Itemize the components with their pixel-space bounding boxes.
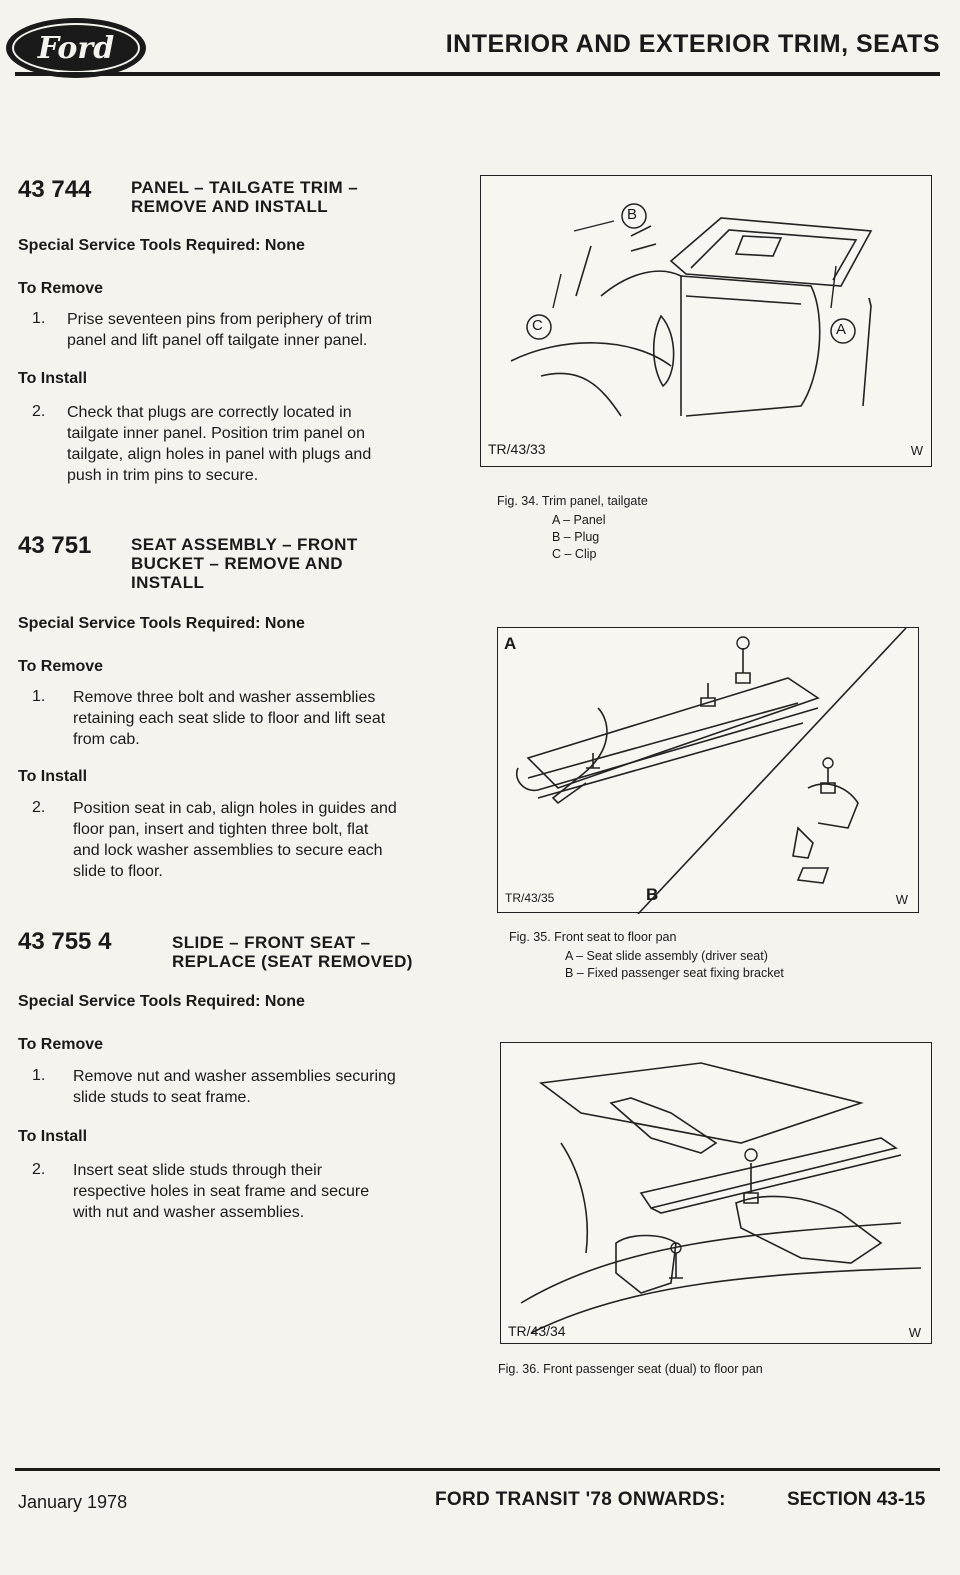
- step-number: 1.: [32, 688, 46, 705]
- callout-b: B: [646, 885, 659, 904]
- tools-required: Special Service Tools Required: None: [18, 615, 305, 632]
- figure-caption: Fig. 35. Front seat to floor pan: [509, 930, 677, 944]
- tools-required: Special Service Tools Required: None: [18, 993, 305, 1010]
- passenger-seat-drawing: [501, 1043, 933, 1345]
- footer-date: January 1978: [18, 1492, 128, 1512]
- step-text-line: tailgate, align holes in panel with plugs and: [67, 446, 372, 463]
- section-title-line: REMOVE AND INSTALL: [131, 197, 329, 216]
- figure-corner-mark: W: [895, 892, 908, 907]
- step-text-line: Remove three bolt and washer assemblies: [73, 689, 376, 706]
- figure-36: [500, 1042, 932, 1344]
- step-text-line: floor pan, insert and tighten three bolt, flat: [73, 821, 369, 838]
- step-text-line: slide studs to seat frame.: [73, 1089, 251, 1106]
- step-text-line: slide to floor.: [73, 863, 163, 880]
- callout-c: C: [532, 317, 543, 334]
- figure-legend-item: A – Panel: [552, 513, 606, 527]
- step-number: 1.: [32, 1067, 46, 1084]
- step-text-line: from cab.: [73, 731, 140, 748]
- figure-caption: Fig. 34. Trim panel, tailgate: [497, 494, 648, 508]
- figure-corner-mark: W: [910, 443, 923, 458]
- tailgate-trim-drawing: [481, 176, 933, 468]
- figure-corner-mark: W: [908, 1325, 921, 1340]
- section-number: 43 744: [18, 176, 92, 203]
- step-number: 1.: [32, 310, 46, 327]
- section-title-line: BUCKET – REMOVE AND: [131, 554, 343, 573]
- subheading-remove: To Remove: [18, 658, 104, 675]
- step-number: 2.: [32, 799, 46, 816]
- seat-slide-drawing: [498, 628, 920, 914]
- logo-text: Ford: [37, 30, 115, 66]
- section-title-line: SLIDE – FRONT SEAT –: [172, 933, 371, 952]
- figure-legend-item: B – Fixed passenger seat fixing bracket: [565, 966, 784, 980]
- callout-a: A: [504, 634, 517, 653]
- footer-title: FORD TRANSIT '78 ONWARDS:: [435, 1489, 726, 1510]
- figure-legend-item: C – Clip: [552, 547, 597, 561]
- step-text-line: tailgate inner panel. Position trim panel on: [67, 425, 365, 442]
- figure-caption: Fig. 36. Front passenger seat (dual) to floor pan: [498, 1362, 763, 1376]
- section-title-line: PANEL – TAILGATE TRIM –: [131, 178, 359, 197]
- step-text-line: and lock washer assemblies to secure each: [73, 842, 383, 859]
- ford-logo: [6, 18, 146, 78]
- page-title: INTERIOR AND EXTERIOR TRIM, SEATS: [445, 30, 940, 58]
- footer-section: SECTION 43-15: [787, 1489, 926, 1510]
- figure-legend-item: A – Seat slide assembly (driver seat): [565, 949, 768, 963]
- section-title-line: INSTALL: [131, 573, 205, 592]
- step-text-line: retaining each seat slide to floor and lift seat: [73, 710, 386, 727]
- step-text-line: panel and lift panel off tailgate inner panel.: [67, 332, 368, 349]
- figure-ref: TR/43/35: [505, 891, 555, 905]
- subheading-install: To Install: [18, 768, 88, 785]
- subheading-remove: To Remove: [18, 1036, 104, 1053]
- step-text-line: Remove nut and washer assemblies securing: [73, 1068, 396, 1085]
- figure-34: [480, 175, 932, 467]
- subheading-remove: To Remove: [18, 280, 104, 297]
- step-text-line: push in trim pins to secure.: [67, 467, 259, 484]
- step-text-line: with nut and washer assemblies.: [73, 1204, 305, 1221]
- figure-ref: TR/43/34: [508, 1323, 566, 1339]
- step-text-line: Insert seat slide studs through their: [73, 1162, 323, 1179]
- subheading-install: To Install: [18, 370, 88, 387]
- figure-legend-item: B – Plug: [552, 530, 600, 544]
- step-text-line: respective holes in seat frame and secure: [73, 1183, 370, 1200]
- section-number: 43 755 4: [18, 928, 112, 955]
- callout-a: A: [836, 321, 847, 338]
- step-text-line: Prise seventeen pins from periphery of trim: [67, 311, 373, 328]
- subheading-install: To Install: [18, 1128, 88, 1145]
- step-number: 2.: [32, 403, 46, 420]
- callout-b: B: [627, 206, 638, 223]
- figure-ref: TR/43/33: [488, 441, 546, 457]
- figure-35: [497, 627, 919, 913]
- tools-required: Special Service Tools Required: None: [18, 237, 305, 254]
- section-number: 43 751: [18, 532, 92, 559]
- step-text-line: Position seat in cab, align holes in guides and: [73, 800, 397, 817]
- step-text-line: Check that plugs are correctly located in: [67, 404, 352, 421]
- footer-rule: [15, 1468, 940, 1471]
- header-rule: [15, 72, 940, 76]
- section-title-line: SEAT ASSEMBLY – FRONT: [131, 535, 358, 554]
- step-number: 2.: [32, 1161, 46, 1178]
- section-title-line: REPLACE (SEAT REMOVED): [172, 952, 413, 971]
